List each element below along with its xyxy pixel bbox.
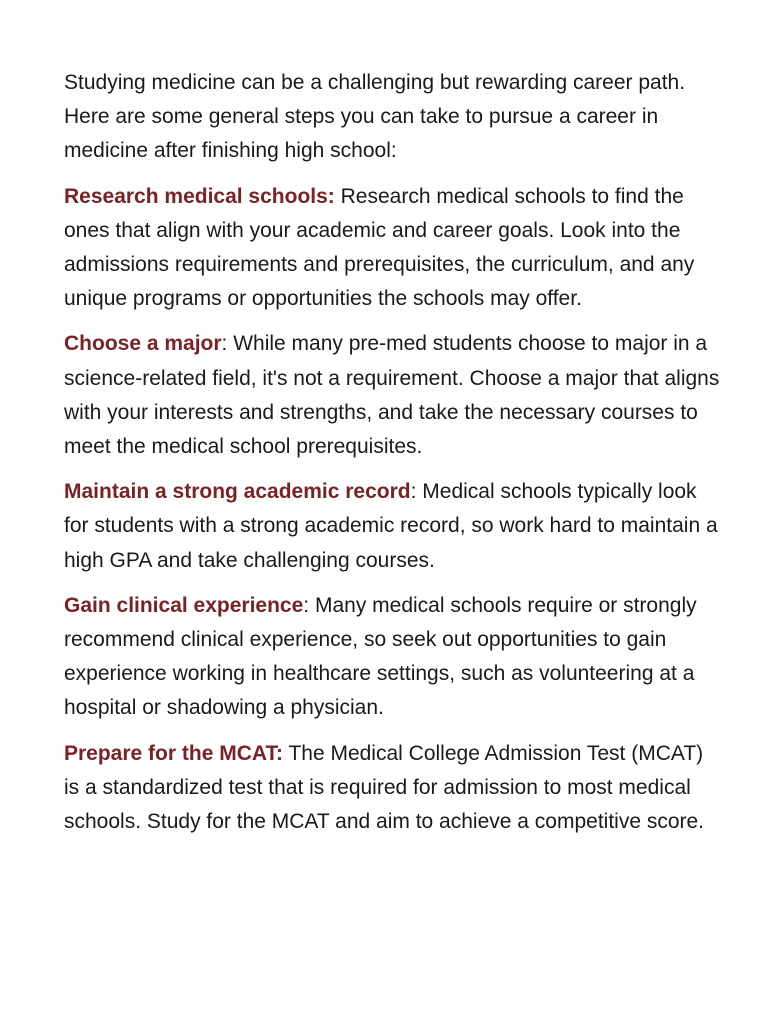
step-choose-major — [64, 327, 724, 464]
step-body: : Many medical schools require or strongly recommend clinical experience, so seek out opportunities to gain experience working in healthcare settings, such as volunteering at a hospital or shadowing a physician. — [64, 593, 697, 720]
step-body: : While many pre-med students choose to major in a science-related field, it's not a requirement. Choose a major that aligns with your interests and strengths, and take the necessary courses to meet the medical school prerequisites. — [64, 332, 720, 459]
step-academic-record — [64, 475, 724, 578]
document-page — [64, 66, 724, 850]
step-heading: Prepare for the MCAT: — [64, 741, 283, 765]
step-heading: Maintain a strong academic record — [64, 480, 411, 504]
step-prepare-mcat — [64, 737, 724, 840]
step-research-schools — [64, 180, 724, 317]
step-heading: Gain clinical experience — [64, 593, 304, 617]
step-body: The Medical College Admission Test (MCAT) is a standardized test that is required for admission to most medical schools. Study for the MCAT and aim to achieve a competitive score. — [64, 741, 705, 834]
step-clinical-experience — [64, 589, 724, 726]
step-body: : Medical schools typically look for students with a strong academic record, so work hard to maintain a high GPA and take challenging courses. — [64, 480, 718, 572]
intro-paragraph: Studying medicine can be a challenging but rewarding career path. Here are some general steps you can take to pursue a career in medicine after finishing high school: — [64, 71, 686, 163]
step-heading: Research medical schools: — [64, 184, 335, 208]
step-heading: Choose a major — [64, 332, 222, 356]
step-body: Research medical schools to find the ones that align with your academic and career goals. Look into the admissions requirements and prerequisites, the curriculum, and any unique programs or opportunities the schools may offer. — [64, 184, 695, 311]
